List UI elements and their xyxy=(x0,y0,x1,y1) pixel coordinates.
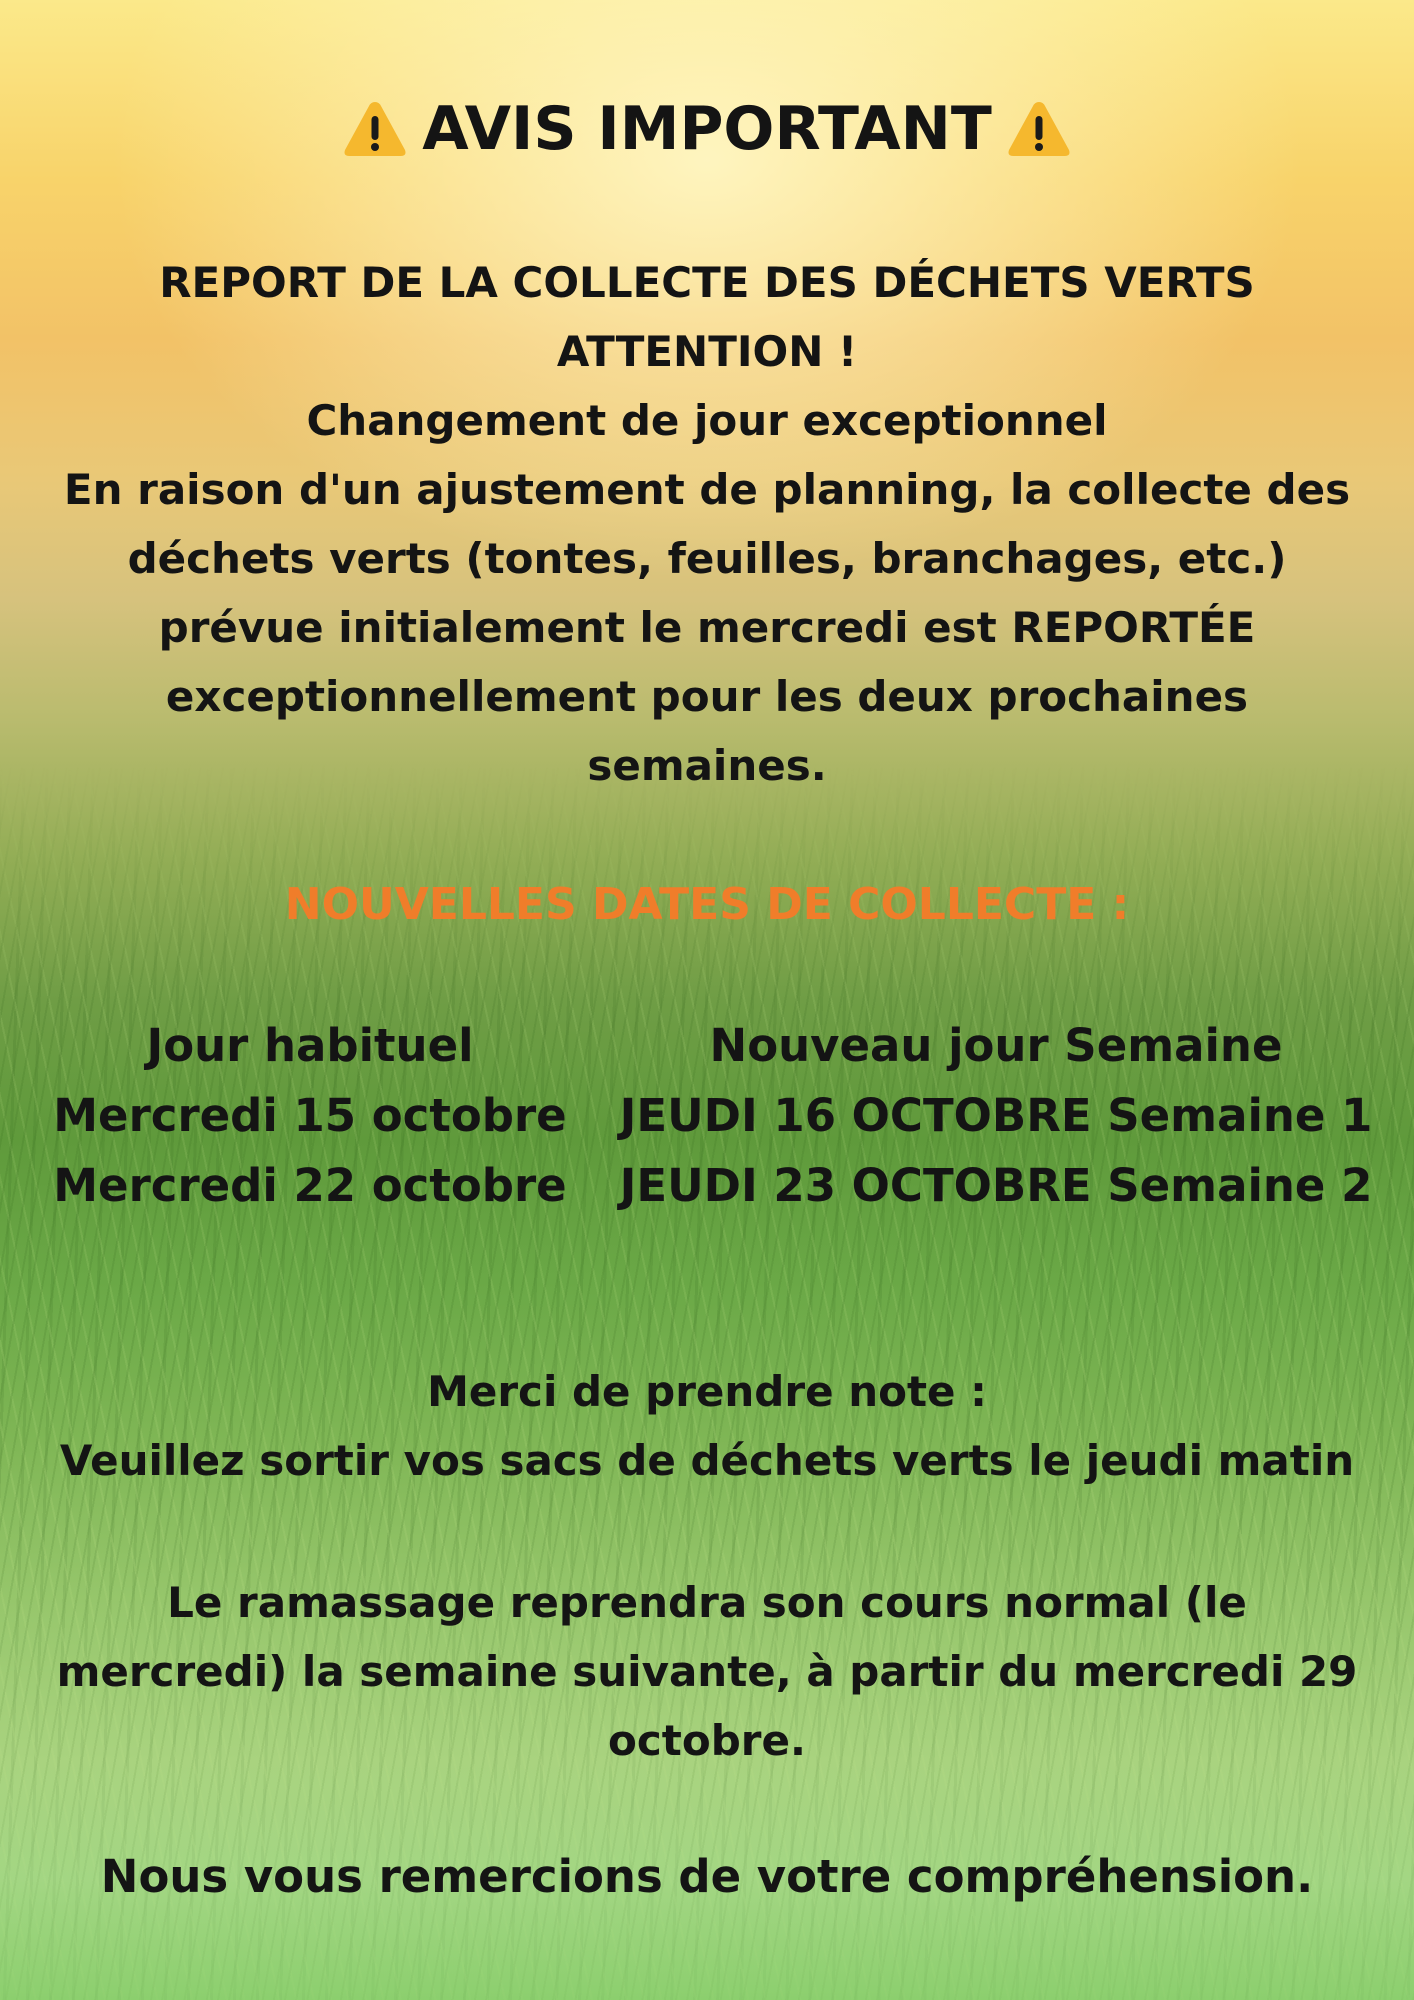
table-row xyxy=(0,1081,1414,1151)
resume-line: Le ramassage reprendra son cours normal (le xyxy=(167,1578,1247,1627)
intro-line: Changement de jour exceptionnel xyxy=(306,396,1108,445)
resume-line: octobre. xyxy=(608,1716,806,1765)
dates-heading: NOUVELLES DATES DE COLLECTE : xyxy=(284,879,1130,930)
page-title xyxy=(0,88,1414,170)
intro-line: exceptionnellement pour les deux prochaines xyxy=(165,672,1249,721)
intro-line: prévue initialement le mercredi est REPORTÉE xyxy=(158,603,1256,652)
title-text: AVIS IMPORTANT xyxy=(422,94,992,164)
column-header-usual-day: Jour habituel xyxy=(146,1019,474,1072)
table-cell-new-day: JEUDI 23 OCTOBRE Semaine 2 xyxy=(619,1159,1373,1212)
note-line: Veuillez sortir vos sacs de déchets verts le jeudi matin xyxy=(59,1436,1355,1485)
schedule-table xyxy=(0,1011,1414,1221)
resume-line: mercredi) la semaine suivante, à partir du mercredi 29 xyxy=(56,1647,1358,1696)
table-header-row xyxy=(0,1011,1414,1081)
table-cell-usual-day: Mercredi 15 octobre xyxy=(53,1089,567,1142)
warning-icon xyxy=(1006,98,1072,160)
thanks-line: Nous vous remercions de votre compréhension. xyxy=(100,1850,1314,1903)
table-row xyxy=(0,1151,1414,1221)
intro-line: En raison d'un ajustement de planning, la collecte des xyxy=(63,465,1351,514)
intro-line: déchets verts (tontes, feuilles, branchages, etc.) xyxy=(127,534,1287,583)
note-paragraph xyxy=(0,1357,1414,1495)
intro-attention: ATTENTION ! xyxy=(556,327,858,376)
resume-paragraph xyxy=(0,1568,1414,1775)
warning-icon xyxy=(342,98,408,160)
intro-paragraph xyxy=(0,248,1414,800)
table-cell-usual-day: Mercredi 22 octobre xyxy=(53,1159,567,1212)
column-header-new-day: Nouveau jour Semaine xyxy=(709,1019,1283,1072)
intro-heading: REPORT DE LA COLLECTE DES DÉCHETS VERTS xyxy=(159,258,1255,307)
note-heading: Merci de prendre note : xyxy=(427,1367,987,1416)
intro-line: semaines. xyxy=(587,741,827,790)
table-cell-new-day: JEUDI 16 OCTOBRE Semaine 1 xyxy=(619,1089,1373,1142)
